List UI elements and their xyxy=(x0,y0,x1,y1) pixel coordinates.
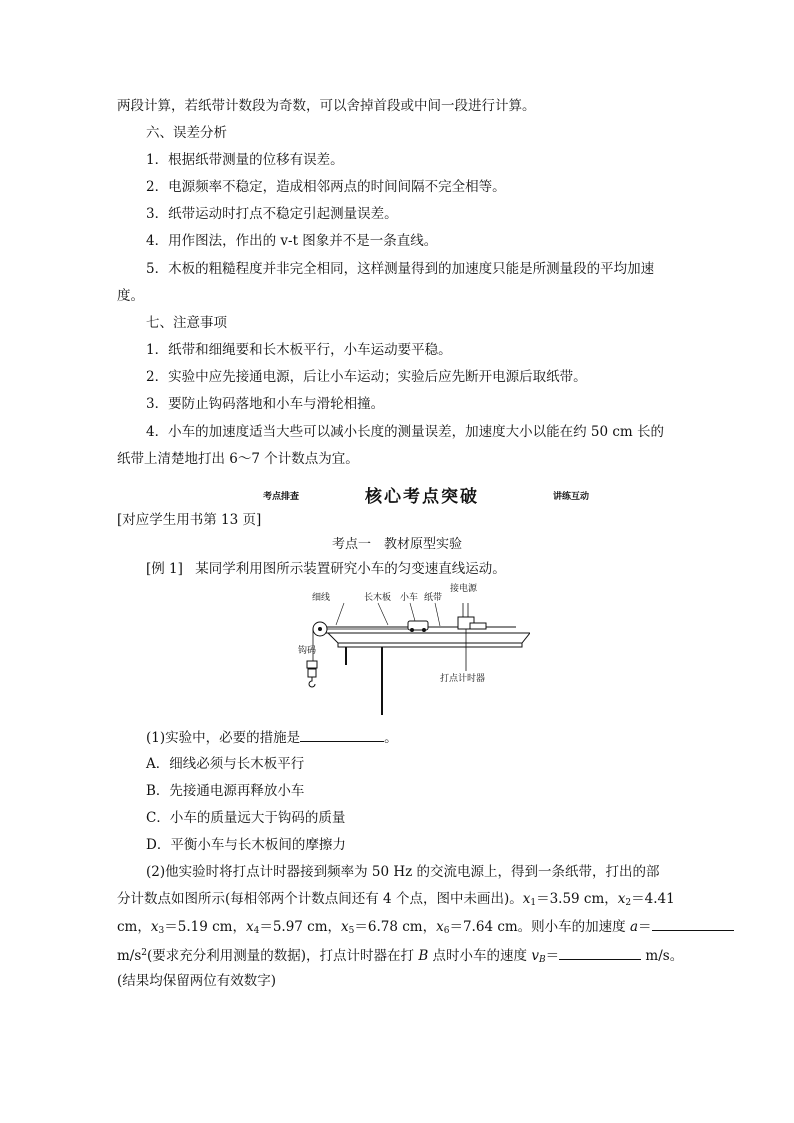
question-2-line-4: $m/s^2$(要求充分利用测量的数据)，打点计时器在打 B 点时小车的速度 $v_B= m/s$。 xyxy=(117,943,683,970)
section-banner xyxy=(117,482,677,506)
section-title: 考点一 教材原型实验 xyxy=(331,537,462,552)
error-item-4: 4．用作图法，作出的 v-t 图象并不是一条直线。 xyxy=(146,233,438,249)
note-item-2: 2．实验中应先接通电源，后让小车运动；实验后应先断开电源后取纸带。 xyxy=(146,369,587,385)
example-label: [例 1] xyxy=(146,561,183,577)
error-item-5a: 5．木板的粗糙程度并非完全相同，这样测量得到的加速度只能是所测量段的平均加速 xyxy=(146,261,655,277)
label-thread: 细线 xyxy=(312,593,331,603)
heading-error-analysis: 六、误差分析 xyxy=(146,125,227,141)
question-1-stem: (1)实验中，必要的措施是 。 xyxy=(146,727,398,748)
answer-blank-velocity[interactable] xyxy=(559,945,641,960)
answer-blank-accel[interactable] xyxy=(652,916,734,931)
label-weight: 钩码 xyxy=(298,646,317,656)
note-item-4b: 纸带上清楚地打出 6～7 个计数点为宜。 xyxy=(117,451,359,467)
error-item-3: 3．纸带运动时打点不稳定引起测量误差。 xyxy=(146,206,398,222)
label-board: 长木板 xyxy=(364,593,392,603)
banner-right-tag: 讲练互动 xyxy=(553,492,590,502)
label-power: 接电源 xyxy=(450,584,478,594)
answer-blank-1[interactable] xyxy=(300,727,384,742)
note-item-4a: 4．小车的加速度适当大些可以减小长度的测量误差，加速度大小以能在约 50 cm 长的 xyxy=(146,424,665,440)
option-c: C．小车的质量远大于钩码的质量 xyxy=(146,810,346,826)
label-timer: 打点计时器 xyxy=(440,674,486,684)
option-b: B．先接通电源再释放小车 xyxy=(146,783,305,799)
note-item-3: 3．要防止钩码落地和小车与滑轮相撞。 xyxy=(146,396,385,412)
question-2-line-2: 分计数点如图所示(每相邻两个计数点间还有 4 个点，图中未画出)。$x_1=3.59$ cm，$x_2=4.41$ xyxy=(117,891,675,908)
error-item-1: 1．根据纸带测量的位移有误差。 xyxy=(146,152,344,168)
banner-title: 核心考点突破 xyxy=(365,487,479,507)
question-2-line-1: (2)他实验时将打点计时器接到频率为 50 Hz 的交流电源上，得到一条纸带，打出的部 xyxy=(146,864,660,880)
heading-notes: 七、注意事项 xyxy=(146,315,227,331)
banner-left-tag: 考点排查 xyxy=(263,492,300,502)
line-1: 两段计算，若纸带计数段为奇数，可以舍掉首段或中间一段进行计算。 xyxy=(117,98,536,114)
error-item-5b: 度。 xyxy=(117,288,144,304)
label-car: 小车 xyxy=(400,593,419,603)
example-line xyxy=(146,559,506,579)
note-item-1: 1．纸带和细绳要和长木板平行，小车运动要平稳。 xyxy=(146,342,452,358)
example-text: 某同学利用图所示装置研究小车的匀变速直线运动。 xyxy=(195,561,506,577)
error-item-2: 2．电源频率不稳定，造成相邻两点的时间间隔不完全相等。 xyxy=(146,179,506,195)
label-tape: 纸带 xyxy=(424,593,443,603)
question-2-line-3: cm，$x_3=5.19$ cm，$x_4=5.97$ cm，$x_5=6.78$ cm，$x_6=7.64$ cm。则小车的加速度 a＝ xyxy=(117,916,734,941)
option-a: A．细线必须与长木板平行 xyxy=(146,756,305,772)
option-d: D．平衡小车与长木板间的摩擦力 xyxy=(146,837,346,853)
page-reference: [对应学生用书第 13 页] xyxy=(117,512,262,528)
apparatus-diagram xyxy=(298,583,530,715)
question-2-line-5: (结果均保留两位有效数字) xyxy=(117,973,277,989)
